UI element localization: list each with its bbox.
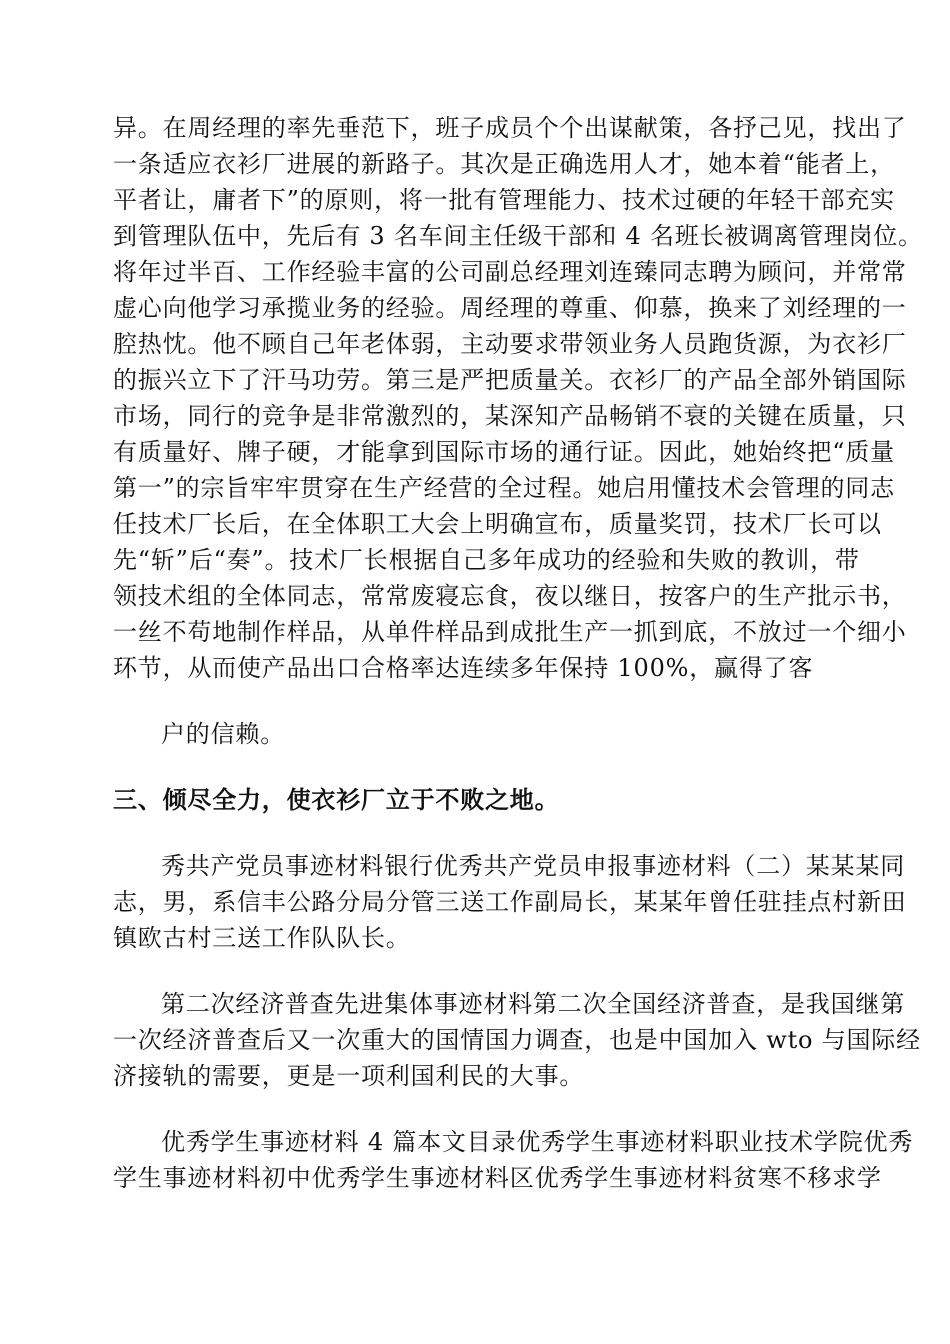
paragraph-line: 异。在周经理的率先垂范下，班子成员个个出谋献策，各抒己见，找出了: [113, 114, 907, 142]
paragraph-line: 到管理队伍中，先后有 3 名车间主任级干部和 4 名班长被调离管理岗位。: [113, 222, 923, 250]
paragraph-tail: 户的信赖。: [161, 720, 285, 748]
paragraph: [113, 848, 907, 956]
paragraph-line: 一条适应衣衫厂进展的新路子。其次是正确选用人才，她本着“能者上，: [113, 150, 895, 178]
paragraph-line: 市场，同行的竞争是非常激烈的，某深知产品畅销不衰的关键在质量，只: [113, 402, 907, 430]
paragraph-line: 镇欧古村三送工作队队长。: [113, 924, 411, 952]
paragraph-line: 有质量好、牌子硬，才能拿到国际市场的通行证。因此，她始终把“质量: [113, 438, 895, 466]
paragraph-line: 虚心向他学习承揽业务的经验。周经理的尊重、仰慕，换来了刘经理的一: [113, 294, 907, 322]
paragraph: [113, 986, 921, 1094]
paragraph-line: 将年过半百、工作经验丰富的公司副总经理刘连臻同志聘为顾问，并常常: [113, 258, 907, 286]
paragraph-line: 任技术厂长后，在全体职工大会上明确宣布，质量奖罚，技术厂长可以: [113, 510, 882, 538]
paragraph-line: 的振兴立下了汗马功劳。第三是严把质量关。衣衫厂的产品全部外销国际: [113, 366, 907, 394]
paragraph-line: 优秀学生事迹材料 4 篇本文目录优秀学生事迹材料职业技术学院优秀: [161, 1128, 914, 1156]
section-heading: 三、倾尽全力，使衣衫厂立于不败之地。: [113, 785, 560, 814]
paragraph-line: 平者让，庸者下”的原则，将一批有管理能力、技术过硬的年轻干部充实: [113, 186, 895, 214]
paragraph-line: 先“斩”后“奏”。技术厂长根据自己多年成功的经验和失败的教训，带: [113, 546, 860, 574]
paragraph-line: 济接轨的需要，更是一项利国利民的大事。: [113, 1062, 585, 1090]
paragraph-continued: [113, 110, 923, 686]
paragraph-line: 一次经济普查后又一次重大的国情国力调查，也是中国加入 wto 与国际经: [113, 1026, 921, 1054]
paragraph-line: 第二次经济普查先进集体事迹材料第二次全国经济普查，是我国继第: [161, 990, 905, 1018]
paragraph-line: 一丝不苟地制作样品，从单件样品到成批生产一抓到底，不放过一个细小: [113, 618, 907, 646]
document-body: [113, 110, 923, 1196]
paragraph-line: 领技术组的全体同志，常常废寝忘食，夜以继日，按客户的生产批示书，: [113, 582, 907, 610]
paragraph-line: 秀共产党员事迹材料银行优秀共产党员申报事迹材料（二）某某某同: [161, 852, 905, 880]
paragraph-line: 腔热忱。他不顾自己年老体弱，主动要求带领业务人员跑货源，为衣衫厂: [113, 330, 907, 358]
paragraph-line: 志，男，系信丰公路分局分管三送工作副局长，某某年曾任驻挂点村新田: [113, 888, 907, 916]
paragraph-line: 环节，从而使产品出口合格率达连续多年保持 100%，赢得了客: [113, 654, 814, 682]
paragraph-line: 第一”的宗旨牢牢贯穿在生产经营的全过程。她启用懂技术会管理的同志: [113, 474, 895, 502]
paragraph-line: 学生事迹材料初中优秀学生事迹材料区优秀学生事迹材料贫寒不移求学: [113, 1164, 882, 1192]
paragraph: [113, 1124, 914, 1196]
